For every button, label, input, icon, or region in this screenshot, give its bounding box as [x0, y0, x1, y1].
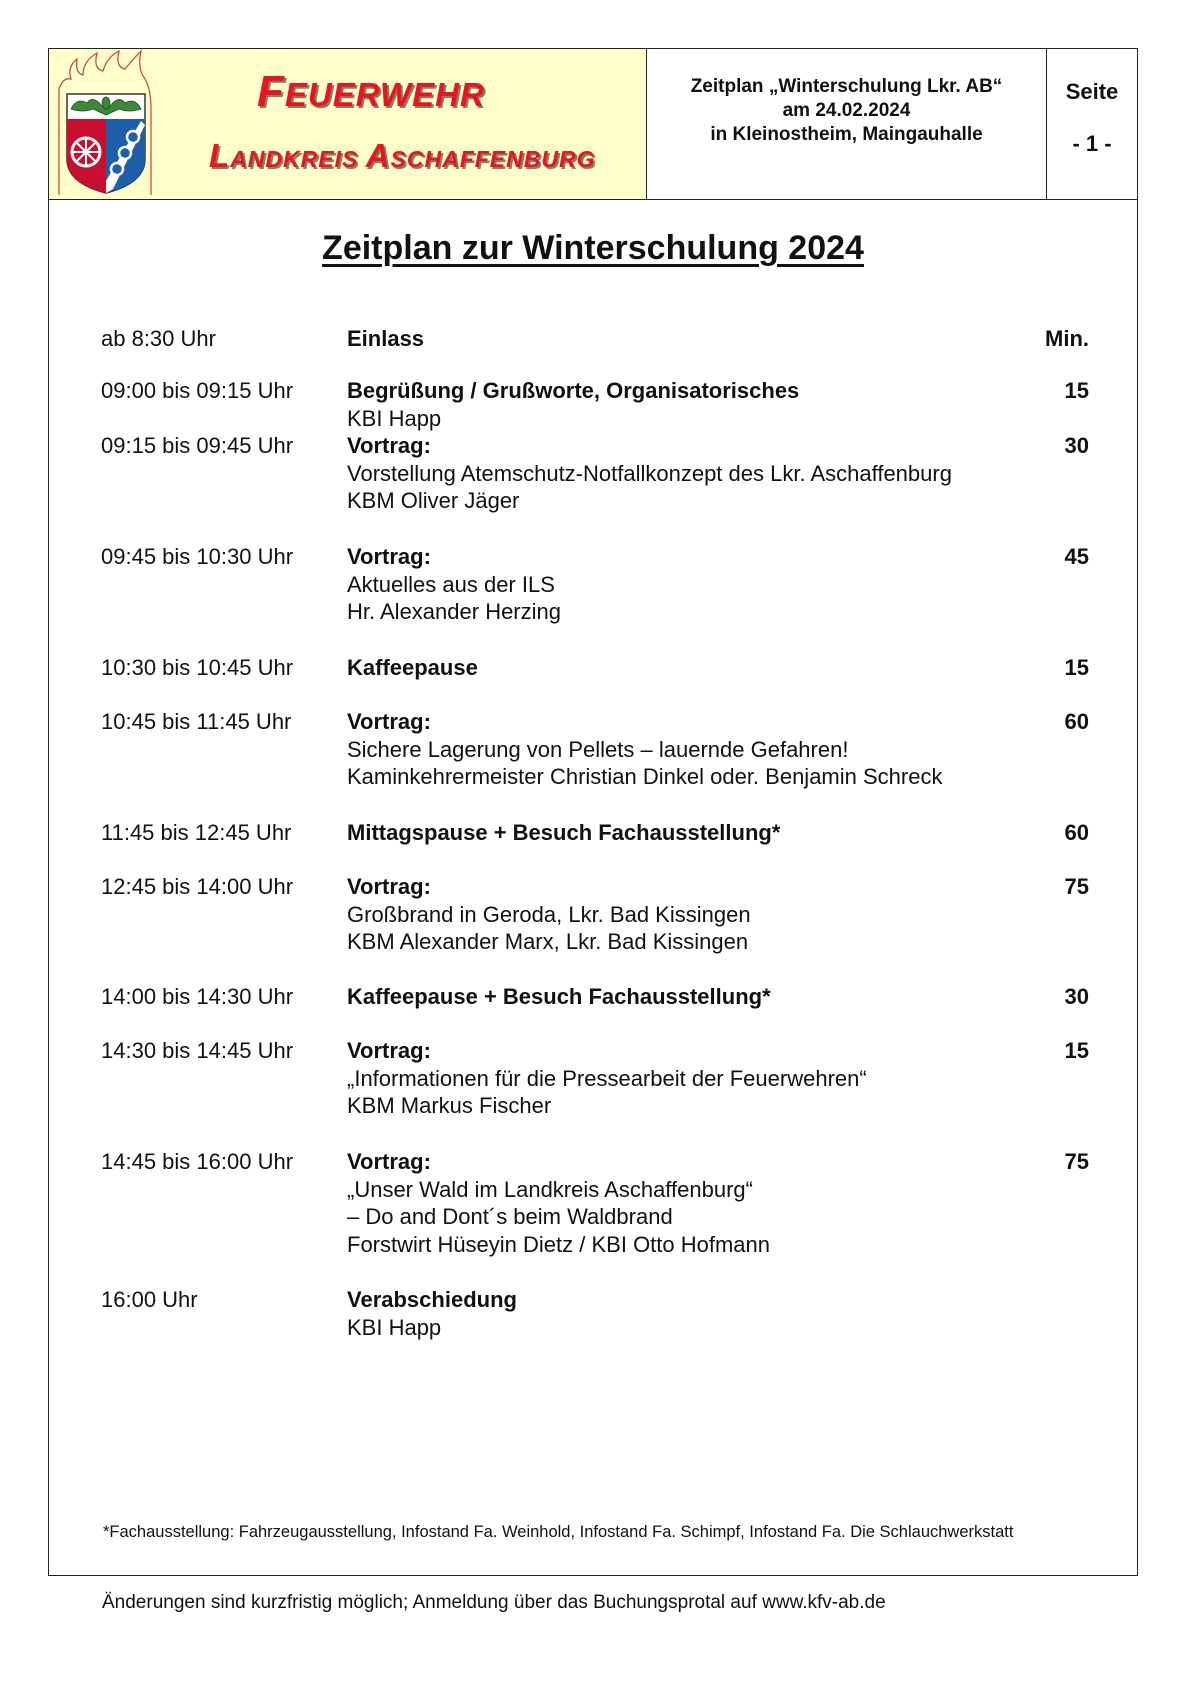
- event-heading: Vortrag:: [347, 874, 431, 899]
- event-heading: Vortrag:: [347, 1038, 431, 1063]
- event-detail: KBM Oliver Jäger: [347, 488, 520, 514]
- schedule-minutes: 75: [1064, 1149, 1089, 1174]
- event-detail: Sichere Lagerung von Pellets – lauernde Gefahren!: [347, 736, 849, 762]
- brand-title: FEUERWEHR: [257, 67, 485, 116]
- schedule-time: ab 8:30 Uhr: [101, 326, 216, 351]
- schedule-event: [347, 983, 771, 1011]
- page-indicator: [1047, 49, 1137, 199]
- schedule-event: [347, 873, 751, 956]
- event-detail: – Do and Dont´s beim Waldbrand: [347, 1204, 673, 1230]
- footer-note: Änderungen sind kurzfristig möglich; Anmeldung über das Buchungsprotal auf www.kfv-ab.de: [102, 1592, 886, 1613]
- brand-subtitle: LANDKREIS ASCHAFFENBURG: [209, 137, 596, 174]
- doc-title-line: Zeitplan „Winterschulung Lkr. AB“: [690, 76, 1003, 97]
- event-detail: KBI Happ: [347, 1314, 442, 1340]
- event-detail: KBI Happ: [347, 405, 442, 431]
- event-detail: „Informationen für die Pressearbeit der Feuerwehren“: [347, 1065, 867, 1091]
- event-heading: Mittagspause + Besuch Fachausstellung*: [347, 820, 781, 845]
- event-heading: Kaffeepause + Besuch Fachausstellung*: [347, 984, 771, 1009]
- schedule-minutes: 30: [1064, 433, 1089, 458]
- schedule-time: 09:00 bis 09:15 Uhr: [101, 378, 294, 403]
- event-heading: Vortrag:: [347, 544, 431, 569]
- schedule-time: 10:30 bis 10:45 Uhr: [101, 655, 294, 680]
- schedule-time: 14:45 bis 16:00 Uhr: [101, 1149, 294, 1174]
- event-heading: Kaffeepause: [347, 655, 478, 680]
- event-detail: Hr. Alexander Herzing: [347, 599, 561, 625]
- logo-banner: [49, 49, 647, 199]
- event-detail: Großbrand in Geroda, Lkr. Bad Kissingen: [347, 901, 751, 927]
- schedule-event: [347, 377, 799, 432]
- schedule-time: 10:45 bis 11:45 Uhr: [101, 709, 292, 734]
- schedule-event: [347, 819, 780, 847]
- schedule-minutes: Min.: [1045, 326, 1089, 351]
- schedule-event: [347, 1037, 867, 1120]
- schedule-minutes: 30: [1064, 984, 1089, 1009]
- event-heading: Einlass: [347, 326, 425, 351]
- schedule-event: [347, 432, 952, 515]
- schedule-time: 12:45 bis 14:00 Uhr: [101, 874, 294, 899]
- event-detail: KBM Markus Fischer: [347, 1093, 552, 1119]
- schedule-time: 14:30 bis 14:45 Uhr: [101, 1038, 294, 1063]
- event-detail: KBM Alexander Marx, Lkr. Bad Kissingen: [347, 929, 749, 955]
- schedule-event: [347, 1286, 517, 1341]
- event-heading: Begrüßung / Grußworte, Organisatorisches: [347, 378, 800, 403]
- event-detail: Vorstellung Atemschutz-Notfallkonzept des Lkr. Aschaffenburg: [347, 460, 952, 486]
- event-detail: Kaminkehrermeister Christian Dinkel oder. Benjamin Schreck: [347, 764, 943, 790]
- footnote: *Fachausstellung: Fahrzeugausstellung, Infostand Fa. Weinhold, Infostand Fa. Schimpf, Infostand Fa. Die Schlauchwerkstatt: [103, 1523, 1014, 1541]
- schedule-minutes: 15: [1064, 1038, 1089, 1063]
- page-number: - 1 -: [1072, 131, 1112, 156]
- schedule-time: 09:45 bis 10:30 Uhr: [101, 544, 294, 569]
- event-heading: Verabschiedung: [347, 1287, 517, 1312]
- event-heading: Vortrag:: [347, 1149, 431, 1174]
- schedule-event: [347, 325, 424, 353]
- document-info: [647, 49, 1047, 199]
- page-label: Seite: [1065, 79, 1119, 104]
- schedule-event: [347, 543, 561, 626]
- schedule-minutes: 15: [1064, 378, 1089, 403]
- schedule-event: [347, 1148, 770, 1258]
- page-title: Zeitplan zur Winterschulung 2024: [322, 229, 864, 267]
- event-detail: Aktuelles aus der ILS: [347, 571, 555, 597]
- event-detail: „Unser Wald im Landkreis Aschaffenburg“: [347, 1176, 753, 1202]
- schedule-time: 16:00 Uhr: [101, 1287, 198, 1312]
- schedule-time: 14:00 bis 14:30 Uhr: [101, 984, 294, 1009]
- coat-of-arms-icon: [53, 49, 157, 197]
- schedule-event: [347, 708, 942, 791]
- schedule-minutes: 75: [1064, 874, 1089, 899]
- event-heading: Vortrag:: [347, 433, 431, 458]
- doc-date-line: am 24.02.2024: [782, 100, 911, 121]
- doc-location-line: in Kleinostheim, Maingauhalle: [710, 124, 983, 145]
- schedule-minutes: 45: [1064, 544, 1089, 569]
- document-frame: [48, 48, 1138, 1576]
- event-detail: Forstwirt Hüseyin Dietz / KBI Otto Hofmann: [347, 1231, 771, 1257]
- event-heading: Vortrag:: [347, 709, 431, 734]
- document-header: [49, 49, 1137, 200]
- schedule-time: 11:45 bis 12:45 Uhr: [101, 820, 292, 845]
- schedule-event: [347, 654, 478, 682]
- schedule-minutes: 15: [1064, 655, 1089, 680]
- schedule-time: 09:15 bis 09:45 Uhr: [101, 433, 294, 458]
- schedule-minutes: 60: [1064, 820, 1089, 845]
- schedule-minutes: 60: [1064, 709, 1089, 734]
